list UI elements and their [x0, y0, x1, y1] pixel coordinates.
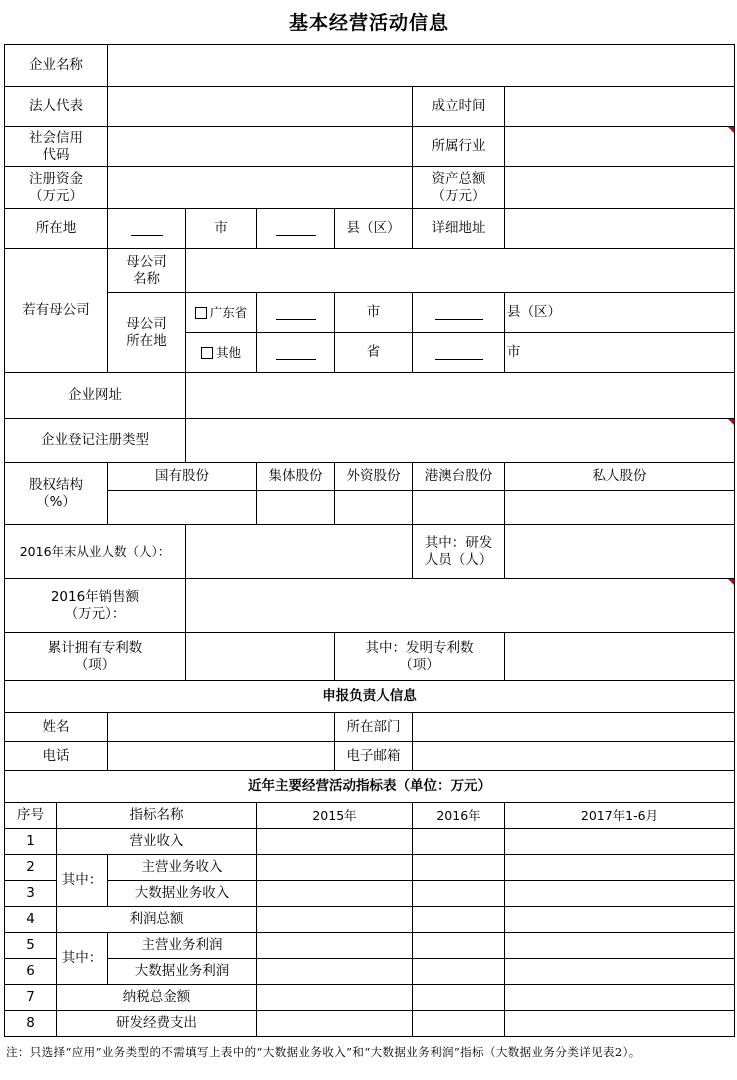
total-assets-field[interactable]	[504, 166, 734, 208]
parent-name-field[interactable]	[185, 248, 734, 292]
row-4-no: 4	[4, 906, 56, 932]
row-5-2017h1-value[interactable]	[504, 932, 734, 958]
equity-private-field[interactable]	[504, 490, 734, 524]
right-border	[734, 44, 735, 1036]
legal-rep-label: 法人代表	[4, 86, 107, 126]
row-2-no: 2	[4, 854, 56, 880]
parent-county-label: 县（区）	[504, 292, 734, 332]
row-2-2017h1-value[interactable]	[504, 854, 734, 880]
row-6-2015-value[interactable]	[256, 958, 412, 984]
row-7-2017h1-value[interactable]	[504, 984, 734, 1010]
row-2-2015-value[interactable]	[256, 854, 412, 880]
indicators-section-header: 近年主要经营活动指标表（单位：万元）	[4, 770, 734, 802]
row-2-name: 主营业务收入	[107, 854, 256, 880]
col-2017h1-header: 2017年1-6月	[504, 802, 734, 828]
equity-col-state: 国有股份	[107, 462, 256, 490]
comment-marker	[728, 579, 734, 585]
parent-city-label: 市	[334, 292, 412, 332]
contact-dept-field[interactable]	[412, 712, 734, 741]
comment-marker	[728, 419, 734, 425]
website-label: 企业网址	[4, 372, 185, 418]
col-no-header: 序号	[4, 802, 56, 828]
row-6-2016-value[interactable]	[412, 958, 504, 984]
staff-label: 2016年末从业人数（人）：	[4, 524, 185, 578]
staff-field[interactable]	[185, 524, 412, 578]
row-1-2016-value[interactable]	[412, 828, 504, 854]
invention-patents-field[interactable]	[504, 632, 734, 680]
address-label: 详细地址	[412, 208, 504, 248]
parent-city-blank[interactable]	[256, 292, 334, 332]
row-3-2016-value[interactable]	[412, 880, 504, 906]
row-8-2016-value[interactable]	[412, 1010, 504, 1036]
parent-name-label: 母公司 名称	[107, 248, 185, 292]
patents-field[interactable]	[185, 632, 334, 680]
invention-patents-label: 其中：发明专利数 （项）	[334, 632, 504, 680]
row-7-no: 7	[4, 984, 56, 1010]
company-name-label: 企业名称	[4, 44, 107, 86]
founded-field[interactable]	[504, 86, 734, 126]
row-1-name: 营业收入	[56, 828, 256, 854]
other-province-label: 省	[334, 332, 412, 372]
other-city-blank[interactable]	[412, 332, 504, 372]
row-4-2015-value[interactable]	[256, 906, 412, 932]
industry-field[interactable]	[504, 126, 734, 166]
row-3-2017h1-value[interactable]	[504, 880, 734, 906]
equity-col-collective: 集体股份	[256, 462, 334, 490]
col-2015-header: 2015年	[256, 802, 412, 828]
col-name-header: 指标名称	[56, 802, 256, 828]
bottom-border	[4, 1036, 735, 1037]
row-5-2015-value[interactable]	[256, 932, 412, 958]
total-assets-label: 资产总额 （万元）	[412, 166, 504, 208]
rd-staff-field[interactable]	[504, 524, 734, 578]
guangdong-checkbox[interactable]	[195, 307, 207, 319]
equity-col-private: 私人股份	[504, 462, 734, 490]
guangdong-label: 广东省	[209, 305, 248, 320]
other-option[interactable]	[185, 332, 256, 372]
row-3-2015-value[interactable]	[256, 880, 412, 906]
row-1-2017h1-value[interactable]	[504, 828, 734, 854]
row-8-2017h1-value[interactable]	[504, 1010, 734, 1036]
row-4-2016-value[interactable]	[412, 906, 504, 932]
contact-email-label: 电子邮箱	[334, 741, 412, 770]
legal-rep-field[interactable]	[107, 86, 412, 126]
website-field[interactable]	[185, 372, 734, 418]
location-city-blank[interactable]	[256, 208, 334, 248]
location-county-label: 县（区）	[334, 208, 412, 248]
row-8-name: 研发经费支出	[56, 1010, 256, 1036]
reg-type-label: 企业登记注册类型	[4, 418, 185, 462]
location-province-blank[interactable]	[107, 208, 185, 248]
industry-label: 所属行业	[412, 126, 504, 166]
contact-name-label: 姓名	[4, 712, 107, 741]
row-8-no: 8	[4, 1010, 56, 1036]
row-1-2015-value[interactable]	[256, 828, 412, 854]
equity-col-hkmotw: 港澳台股份	[412, 462, 504, 490]
equity-foreign-field[interactable]	[334, 490, 412, 524]
equity-collective-field[interactable]	[256, 490, 334, 524]
footnote: 注：只选择“应用”业务类型的不需填写上表中的“大数据业务收入”和“大数据业务利润”指标（大数据业务分类详见表2）。	[6, 1045, 641, 1059]
reg-capital-label: 注册资金 （万元）	[4, 166, 107, 208]
income-of-which-label: 其中：	[56, 854, 107, 906]
credit-code-label: 社会信用 代码	[4, 126, 107, 166]
row-4-2017h1-value[interactable]	[504, 906, 734, 932]
contact-section-header: 申报负责人信息	[4, 680, 734, 712]
row-7-2016-value[interactable]	[412, 984, 504, 1010]
row-3-name: 大数据业务收入	[107, 880, 256, 906]
equity-label: 股权结构 （%）	[4, 462, 107, 524]
row-2-2016-value[interactable]	[412, 854, 504, 880]
location-label: 所在地	[4, 208, 107, 248]
reg-capital-field[interactable]	[107, 166, 412, 208]
guangdong-option[interactable]	[185, 292, 256, 332]
parent-location-label: 母公司 所在地	[107, 292, 185, 372]
sales-label: 2016年销售额 （万元）：	[4, 578, 185, 632]
row-6-no: 6	[4, 958, 56, 984]
row-7-2015-value[interactable]	[256, 984, 412, 1010]
form-title: 基本经营活动信息	[4, 2, 734, 44]
other-city-label: 市	[504, 332, 734, 372]
comment-marker	[728, 127, 734, 133]
row-6-2017h1-value[interactable]	[504, 958, 734, 984]
row-5-2016-value[interactable]	[412, 932, 504, 958]
row-5-name: 主营业务利润	[107, 932, 256, 958]
equity-state-field[interactable]	[107, 490, 256, 524]
location-city-label: 市	[185, 208, 256, 248]
contact-name-field[interactable]	[107, 712, 334, 741]
equity-col-foreign: 外资股份	[334, 462, 412, 490]
company-name-field[interactable]	[107, 44, 734, 86]
contact-phone-label: 电话	[4, 741, 107, 770]
parent-company-label: 若有母公司	[4, 248, 107, 372]
row-6-name: 大数据业务利润	[107, 958, 256, 984]
other-province-blank[interactable]	[256, 332, 334, 372]
contact-phone-field[interactable]	[107, 741, 334, 770]
contact-dept-label: 所在部门	[334, 712, 412, 741]
col-2016-header: 2016年	[412, 802, 504, 828]
rd-staff-label: 其中：研发 人员（人）	[412, 524, 504, 578]
row-8-2015-value[interactable]	[256, 1010, 412, 1036]
credit-code-field[interactable]	[107, 126, 412, 166]
reg-type-field[interactable]	[185, 418, 734, 462]
sales-field[interactable]	[185, 578, 734, 632]
address-field[interactable]	[504, 208, 734, 248]
equity-hkmotw-field[interactable]	[412, 490, 504, 524]
row-1-no: 1	[4, 828, 56, 854]
row-7-name: 纳税总金额	[56, 984, 256, 1010]
row-3-no: 3	[4, 880, 56, 906]
row-4-name: 利润总额	[56, 906, 256, 932]
contact-email-field[interactable]	[412, 741, 734, 770]
patents-label: 累计拥有专利数 （项）	[4, 632, 185, 680]
profit-of-which-label: 其中：	[56, 932, 107, 984]
other-checkbox[interactable]	[201, 347, 213, 359]
parent-county-blank[interactable]	[412, 292, 504, 332]
other-label: 其他	[215, 345, 241, 360]
founded-label: 成立时间	[412, 86, 504, 126]
row-5-no: 5	[4, 932, 56, 958]
